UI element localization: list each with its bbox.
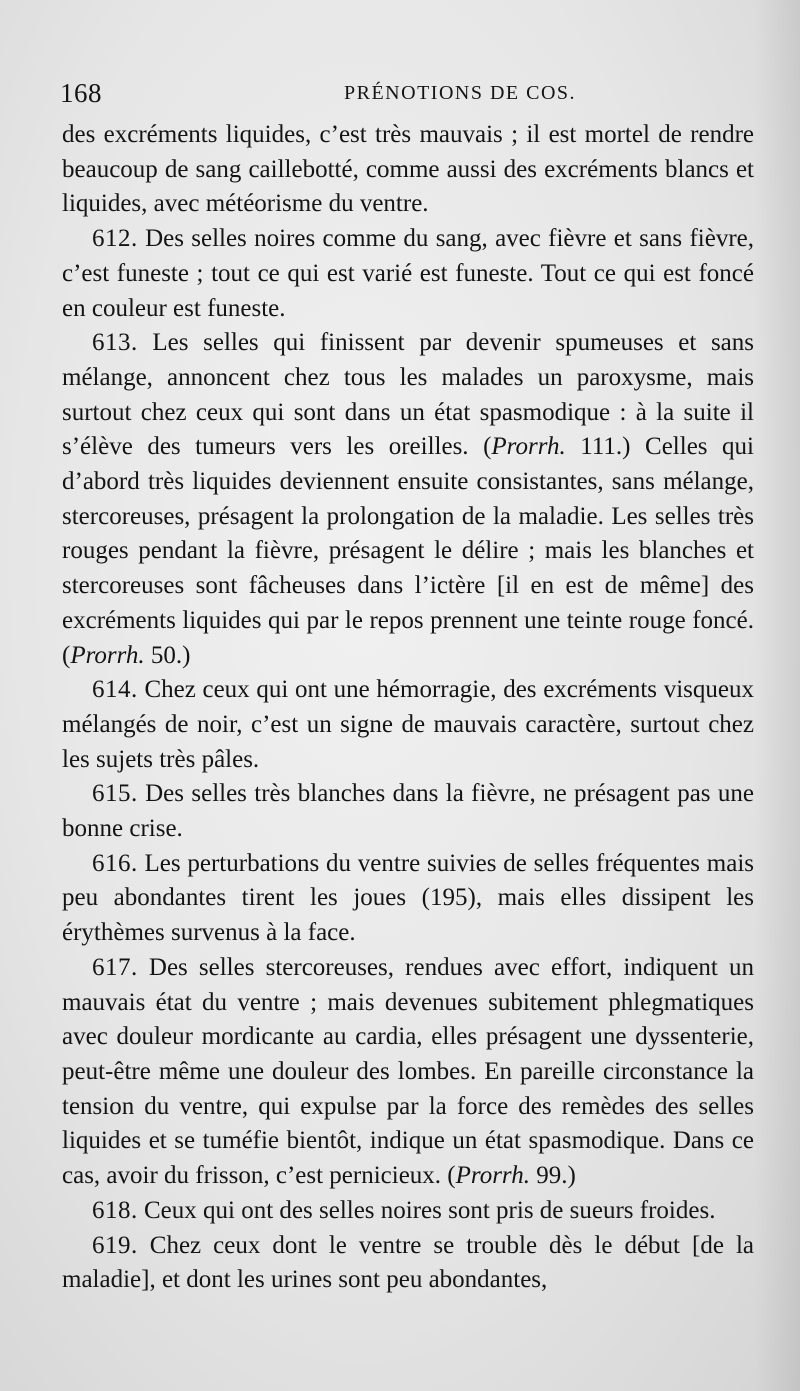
aphorism-number: 617. [92, 953, 138, 981]
paragraph-continuation [62, 118, 754, 222]
aphorism-617 [62, 951, 754, 1194]
reference-abbrev: Prorrh. [455, 1162, 530, 1190]
paragraph-text: Les perturbations du ventre suivies de selles fréquentes mais peu abondantes tirent les joues (195), mais elles dissipent les érythèmes survenus à la face. [62, 849, 754, 947]
aphorism-number: 616. [92, 849, 138, 877]
paragraph-text: Des selles noires comme du sang, avec fièvre et sans fièvre, c’est funeste ; tout ce qui est varié est funeste. Tout ce qui est foncé en couleur est funeste. [62, 225, 755, 322]
paragraph-text: Chez ceux qui ont une hémorragie, des excréments visqueux mélangés de noir, c’est un signe de mauvais caractère, surtout chez les sujets très pâles. [62, 676, 754, 773]
page-header [60, 78, 760, 112]
paragraph-text: 50.) [144, 641, 191, 669]
running-head: PRÉNOTIONS DE COS. [344, 82, 577, 104]
body-text [62, 118, 754, 1298]
aphorism-number: 618. [92, 1196, 138, 1224]
paragraph-text: 99.) [529, 1162, 576, 1190]
aphorism-615 [62, 777, 754, 846]
paragraph-text: Chez ceux dont le ventre se trouble dès le début [de la maladie], et dont les urines sont peu abondantes, [62, 1231, 755, 1294]
paragraph-text: des excréments liquides, c’est très mauvais ; il est mortel de rendre beaucoup de sang caillebotté, comme aussi des excréments blancs et liquides, avec météorisme du ventre. [62, 121, 754, 218]
aphorism-614 [62, 673, 754, 777]
aphorism-616 [62, 847, 754, 951]
aphorism-number: 619. [92, 1231, 138, 1259]
aphorism-618 [62, 1194, 754, 1229]
paragraph-text: Des selles très blanches dans la fièvre, ne présagent pas une bonne crise. [62, 780, 754, 843]
reference-abbrev: Prorrh. [491, 433, 566, 461]
aphorism-613 [62, 326, 754, 673]
aphorism-number: 615. [92, 780, 138, 808]
paragraph-text: Ceux qui ont des selles noires sont pris de sueurs froides. [144, 1196, 716, 1224]
paragraph-text: Des selles stercoreuses, rendues avec effort, indiquent un mauvais état du ventre ; mais devenues subitement phlegmatiques avec douleur mordicante au cardia, elles présagent une dyssenterie, peut-être même une douleur des lombes. En pareille circonstance la tension du ventre, qui expulse par la force des remèdes des selles liquides et se tuméfie bientôt, indique un état spasmodique. Dans ce cas, avoir du frisson, c’est pernicieux. ( [62, 953, 754, 1190]
paragraph-text: 111.) Celles qui d’abord très liquides deviennent ensuite consistantes, sans mélange, stercoreuses, présagent la prolongation de la maladie. Les selles très rouges pendant la fièvre, présagent le délire ; mais les blanches et stercoreuses sont fâcheuses dans l’ictère [il en est de même] des excréments liquides qui par le repos prennent une teinte rouge foncé. ( [62, 433, 754, 669]
aphorism-612 [62, 222, 754, 326]
aphorism-number: 613. [92, 329, 138, 357]
paragraph-text: Les selles qui finissent par devenir spumeuses et sans mélange, annoncent chez tous les malades un paroxysme, mais surtout chez ceux qui sont dans un état spasmodique : à la suite il s’élève des tumeurs vers les oreilles. ( [62, 329, 755, 461]
page-number: 168 [60, 78, 102, 108]
page-edge-shadow [754, 0, 800, 1391]
aphorism-number: 612. [92, 225, 138, 253]
reference-abbrev: Prorrh. [70, 641, 145, 669]
aphorism-number: 614. [92, 676, 138, 704]
aphorism-619 [62, 1229, 754, 1298]
